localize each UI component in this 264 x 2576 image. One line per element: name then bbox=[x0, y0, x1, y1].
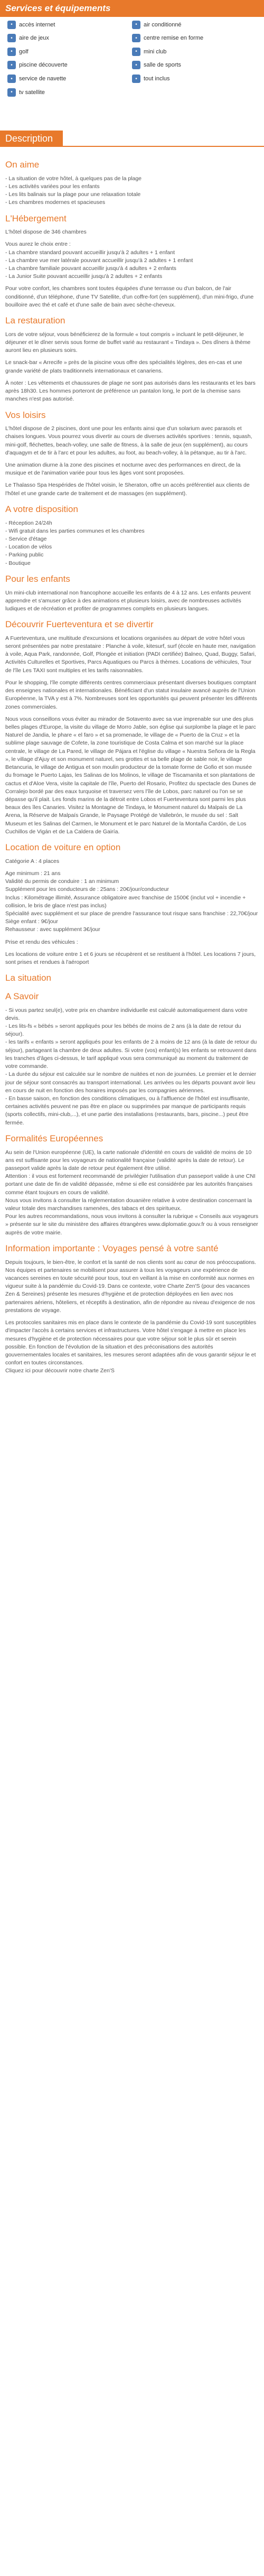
section-paragraph: Un mini-club international non francophone accueille les enfants de 4 à 12 ans. Les enfants peuvent apprendre et s'amuser grâce à des animations et plusieurs loisirs, avec de nombreuses activités ludiques et de récréation et profiter de programmes complets en plusieurs langues. bbox=[5, 589, 251, 612]
amenity-item bbox=[7, 87, 132, 98]
section-title: Information importante : Voyages pensé à votre santé bbox=[5, 1243, 219, 1253]
section-title: La situation bbox=[5, 973, 51, 983]
amenity-item bbox=[132, 33, 257, 44]
description-content bbox=[0, 153, 264, 1380]
section-paragraph: Le snack-bar « Arrecife » près de la piscine vous offre des spécialités légères, des en-cas et une grande variété de plats traditionnels internationaux et canariens. bbox=[5, 359, 242, 374]
section-paragraph: - Réception 24/24h - Wifi gratuit dans les parties communes et les chambres - Service d'étage - Location de vélos - Parking public - Boutique bbox=[5, 519, 145, 566]
description-divider bbox=[0, 146, 264, 147]
section-paragraph: À noter : Les vêtements et chaussures de plage ne sont pas autorisés dans les restaurants et les bars après 18h30. Les hommes porteront de préférence un pantalon long, le port de la chemise sans manches n'est pas autorisé. bbox=[5, 379, 256, 403]
amenity-item bbox=[7, 60, 132, 71]
amenity-label: centre remise en forme bbox=[144, 35, 204, 42]
section-title: A Savoir bbox=[5, 991, 39, 1001]
amenity-label: golf bbox=[19, 48, 29, 55]
section-title: L'Hébergement bbox=[5, 213, 67, 224]
section-paragraph: Depuis toujours, le bien-être, le confort et la santé de nos clients sont au cœur de nos préoccupations. Nos équipes et partenaires se mobilisent pour assurer à tous les voyageurs une expérience de vacances sereines en toute sécurité pour tous, tout en veillant à la mise en conformité aux normes en vigueur suite à la pandémie du Covid-19. Dans ce contexte, votre Charte Zen'S (pour des vacances Zen & Sereines) présente les mesures d'hygiène et de protection déployées en lien avec nos partenaires aériens, hôteliers, et réceptifs à destination, afin de répondre au niveau d'exigence de nos prestations de voyage. bbox=[5, 1259, 257, 1314]
section-title: A votre disposition bbox=[5, 504, 78, 514]
amenity-label: accès internet bbox=[19, 21, 55, 28]
section-paragraph: Les protocoles sanitaires mis en place dans le contexte de la pandémie du Covid-19 sont susceptibles d'impacter l'accès à certains services et infrastructures. Votre hôtel s'engage à mettre en place les mesures d'hygiène et de protection nécessaires pour que votre séjour soit le plus sûr et serein possible. En fonction de l'évolution de la situation et des préconisations des autorités gouvernementales locales et sanitaires, les mesures seront adaptées afin de vous garantir séjour le et confort en toutes circonstances. Cliquez ici pour découvrir notre charte Zen'S bbox=[5, 1319, 257, 1374]
pool-icon: • bbox=[7, 61, 16, 69]
section-paragraph: Lors de votre séjour, vous bénéficierez de la formule « tout compris » incluant le petit-déjeuner, le déjeuner et le dîner servis sous forme de buffet varié au restaurant « Tindaya ». Des dîners à thème auront lieu en plusieurs soirs. bbox=[5, 331, 251, 354]
section-title: Pour les enfants bbox=[5, 573, 70, 584]
services-header bbox=[0, 0, 264, 17]
amenity-label: service de navette bbox=[19, 76, 67, 82]
amenity-label: piscine découverte bbox=[19, 62, 68, 69]
fitness-icon: • bbox=[132, 34, 140, 42]
amenity-label: tout inclus bbox=[144, 76, 170, 82]
services-title: Services et équipements bbox=[5, 3, 111, 13]
shuttle-icon: • bbox=[7, 75, 16, 83]
section-paragraph: Age minimum : 21 ans Validité du permis de conduire : 1 an minimum Supplément pour les conducteurs de : 25ans : 20€/jour/conducteur Inclus : Kilométrage illimité, Assurance obligatoire avec franchise de 1500€ (inclut vol + incendie + collision, le bris de glace n'est pas inclus) Spécialité avec supplément et sur place de prendre l'assurance tout risque sans franchise : 22,70€/jour Siège enfant : 9€/jour Rehausseur : avec supplément 3€/jour bbox=[5, 870, 258, 933]
section-paragraph: Une animation diurne à la zone des piscines et nocturne avec des performances en direct, de la musique et de l'animation variée pour tous les âges vont sont proposées. bbox=[5, 462, 241, 477]
section-paragraph: Au sein de l'Union européenne (UE), la carte nationale d'identité en cours de validité de moins de 10 ans est suffisante pour les voyageurs de nationalité française (validité après la date de retour). Le passeport valide après la date de retour peut également être utilisé. Attention : il vous est fortement recommandé de privilégier l'utilisation d'un passeport valide à une CNI portant une date de fin de validité dépassée, même si elle est considérée par les autorités françaises comme étant toujours en cours de validité. Nous vous invitons à consulter la réglementation douanière relative à votre destination concernant la valeur totale des marchandises ramenées, des tabacs et des spiritueux. Pour les autres recommandations, nous vous invitons à consulter la rubrique « Conseils aux voyageurs » présente sur le site du ministère des affaires étrangères www.diplomatie.gouv.fr ou à vous renseigner auprès de votre mairie. bbox=[5, 1149, 259, 1236]
all-inclusive-icon: • bbox=[132, 75, 140, 83]
section-paragraph: Pour votre confort, les chambres sont toutes équipées d'une terrasse ou d'un balcon, de l'air conditionné, d'un téléphone, d'une TV Satellite, d'un coffre-fort (en supplément), d'un mini-frigo, d'une bouilloire avec thé et café et d'une salle de bain avec sèche-cheveux. bbox=[5, 285, 254, 308]
section-title: On aime bbox=[5, 160, 40, 170]
amenity-item bbox=[7, 19, 132, 30]
section-paragraph: - Si vous partez seul(e), votre prix en chambre individuelle est calculé automatiquement dans votre devis. - Les lits-fs « bébés » seront appliqués pour les bébés de moins de 2 ans (à la date de retour du séjour). - les tarifs « enfants » seront appliqués pour les enfants de 2 à moins de 12 ans (à la date de retour du séjour), partageant la chambre de deux adultes. Si votre (vos) enfant(s) les enfants se retrouvent dans les tranches d'âges ci-dessus, le tarif appliqué vous sera communiqué au moment du traitement de votre commande. - La durée du séjour est calculée sur le nombre de nuitées et non de journées. Le premier et le dernier jour de séjour sont consacrés au transport international. Les arrivées ou les départs pouvant avoir lieu en cours de nuit en fonction des horaires imposés par les compagnies aériennes. - En basse saison, en fonction des conditions climatiques, ou à l'affluence de l'hôtel est insuffisante, certaines activités peuvent ne pas être en place ou supprimées par manque de participants requis (sports collectifs, mini-club,...), et une partie des installations (restaurants, bars, piscine...) peut être fermée. bbox=[5, 1007, 257, 1126]
amenities-grid bbox=[0, 17, 264, 98]
gym-icon: • bbox=[132, 61, 140, 69]
section-title: La restauration bbox=[5, 315, 65, 326]
playground-icon: • bbox=[7, 34, 16, 42]
section-paragraph: Pour le shopping, l'île compte différents centres commerciaux présentant diverses boutiques comptant des enseignes nationales et internationales. Bénéficiant d'un statut insulaire avancé auprès de l'Union Européenne, la TVA y est à 7%. Nombreuses sont les opportunités qui peuvent présenter les différents zones commerciales. bbox=[5, 679, 257, 710]
wifi-icon: • bbox=[7, 21, 16, 29]
section-paragraph: Catégorie A : 4 places bbox=[5, 858, 60, 864]
kids-club-icon: • bbox=[132, 48, 140, 56]
section-paragraph: Prise et rendu des véhicules : bbox=[5, 938, 78, 945]
amenity-item bbox=[132, 46, 257, 57]
amenity-item bbox=[132, 19, 257, 30]
section-paragraph: A Fuerteventura, une multitude d'excursions et locations organisées au départ de votre hôtel vous seront présentées par notre prestataire : Planche à voile, kitesurf, surf (école en haute mer, navigation à voile, Aqua Park, randonnée, Golf, Plongée et initiation (PADI certifiée) Balneo, Quad, Buggy, Safari, Activités Culturelles et Sportives, Parcs Aquatiques ou Parcs à thèmes. Locations de véhicules, Tour de l'île Les TAXI sont multiples et les tarifs raisonnables. bbox=[5, 635, 256, 674]
section-paragraph: Le Thalasso Spa Hespérides de l'hôtel voisin, le Sheraton, offre un accès préférentiel aux clients de l'hôtel et une grande carte de traitement et de massages (en supplément). bbox=[5, 482, 250, 497]
amenity-label: air conditionné bbox=[144, 21, 182, 28]
amenity-label: salle de sports bbox=[144, 62, 181, 69]
section-paragraph: Nous vous conseillons vous éviter au mirador de Sotavento avec sa vue imprenable sur une des plus belles plages d'Europe, la visite du village de Morro Jable, son église qui surplombe la plage et le parc Naturel de Jandia, le phare « el faro » et sa promenade, le village de « Puerto de la Cruz » et la sublime plage sauvage de Cofete, la zone touristique de Costa Calma et son marché sur la place centrale, le village de La Pared, le village de Pájara et l'église du village « Nuestra Señora de la Regla », le village d'Ajuy et son monument naturel, ses grottes et sa belle plage de sable noir, le village Betancuria, le village de Antigua et son moulin producteur de la tomate forme de Gofio et son musée du fromage le Puerto Lajas, les Salinas de los Molinos, le village de Tiscamanita et son plantations de cactus et d'Aloe Vera, visite la capitale de l'île, Puerto del Rosario, Profitez du spectacle des Dunes de Corralejo bordé par des eaux turquoise et traversez vers l'île de Lobos, parc naturel ou l'on se se dépasse qu'il plait. Les fonds marins de la détroit entre Lobos et Fuerteventura sont parmi les plus beaux des îles Canaries. Visitez la Montagne de Tindaya, le Monument naturel du Malpaís de La Arena, la Réserve de Malpaís Grande, le Paysage Protégé de Vallebrón, le musée du sel : Salt Museum et les Salinas del Carmen, le Monument et le parc Naturel de la Montaña Cardón, de Los Cuchillos de Vigán et de La Caldera de Gairía. bbox=[5, 715, 257, 835]
description-tab-label: Description bbox=[5, 133, 53, 144]
amenity-item bbox=[132, 73, 257, 85]
section-paragraph: Les locations de voiture entre 1 et 6 jours se récupèrent et se restituent à l'hôtel. Les locations 7 jours, sont prises et rendues à l'aéroport bbox=[5, 951, 256, 966]
section-paragraph: Vous aurez le choix entre : - La chambre standard pouvant accueillir jusqu'à 2 adultes + 1 enfant - La chambre vue mer latérale pouvant accueillir jusqu'à 2 adultes + 1 enfant - La chambre familiale pouvant accueillir jusqu'à 4 adultes + 2 enfants - La Junior Suite pouvant accueillir jusqu'à 2 adultes + 2 enfants bbox=[5, 241, 193, 280]
section-title: Découvrir Fuerteventura et se divertir bbox=[5, 619, 154, 630]
description-tab[interactable] bbox=[0, 131, 63, 146]
tv-icon: • bbox=[7, 88, 16, 97]
amenity-label: mini club bbox=[144, 48, 167, 55]
section-title: Vos loisirs bbox=[5, 410, 46, 420]
section-paragraph: - La situation de votre hôtel, à quelques pas de la plage - Les activités variées pour les enfants - Les lits balinais sur la plage pour une relaxation totale - Les chambres modernes et spacieuses bbox=[5, 175, 142, 206]
section-title: Formalités Européennes bbox=[5, 1133, 103, 1143]
golf-icon: • bbox=[7, 48, 16, 56]
amenity-item bbox=[7, 46, 132, 57]
snowflake-icon: • bbox=[132, 21, 140, 29]
section-paragraph: L'hôtel dispose de 346 chambres bbox=[5, 229, 87, 236]
amenity-label: aire de jeux bbox=[19, 35, 49, 42]
amenity-label: tv satellite bbox=[19, 89, 45, 96]
section-paragraph: L'hôtel dispose de 2 piscines, dont une pour les enfants ainsi que d'un solarium avec parasols et chaises longues. Vous pourrez vous divertir au cours de diverses activités sportives : tennis, squash, mini-golf, fléchettes, beach-volley, une salle de fitness, à la salle de jeux (en supplément), au cours d'aquagym et de tir à l'arc et pour les adultes, au foot, au beach-volley, à la pétanque, au tir à l'arc. bbox=[5, 425, 252, 456]
amenity-item bbox=[132, 60, 257, 71]
section-title: Location de voiture en option bbox=[5, 842, 121, 853]
amenity-item bbox=[7, 73, 132, 85]
amenity-item bbox=[7, 33, 132, 44]
